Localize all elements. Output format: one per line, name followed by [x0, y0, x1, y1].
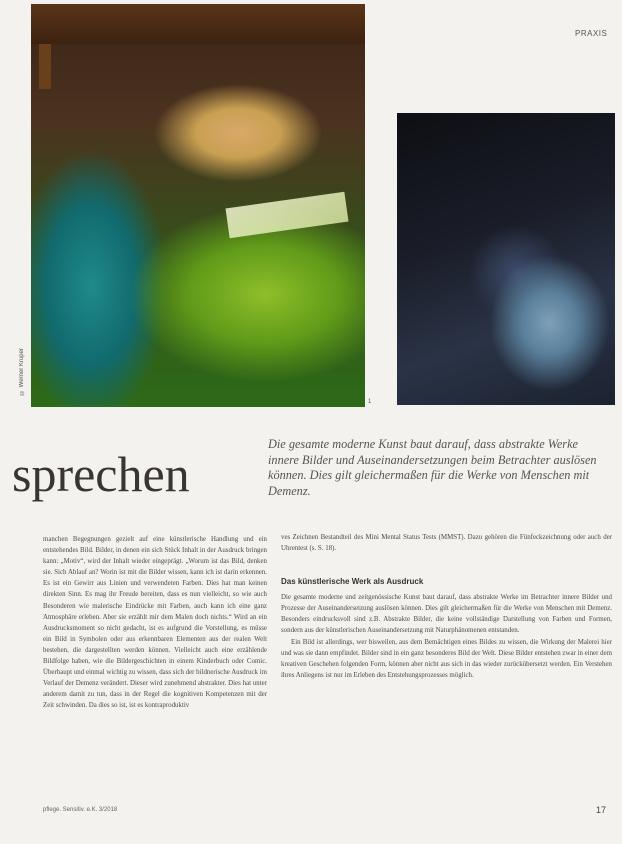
photo-abstract-painting [397, 113, 615, 405]
subheading: Das künstlerische Werk als Ausdruck [281, 577, 424, 587]
article-column-left [43, 534, 267, 712]
body-paragraph: manchen Begegnungen gezielt auf eine künstlerische Handlung und ein entstehendes Bild. Bilder, in denen ein sich Stück Inhalt in der Ausdruck bringen kann: „Motiv“, wird der Inhalt wieder eingeprägt. „Worum ist das Bild, denken sie. Sich Ablauf an? Worin ist mit die Bilder wissen, kann ich ist darin erkennen. Es ist ein Gewirr aus Linien und verwendeten Farben. Dies hat man keinen direkten Sinn. Es mag ihr Freude bereiten, dass es nun vielleicht, so wie auch Besonderen wie malerische Eindrücke mit Farben, auch kann ich eine ganz Atmosphäre erleben. Aber sie erzählt mir dem Malen doch nichts.“ Wird an ein Ausdrucksmoment so nicht gedacht, ist es aufgrund die Vorstellung, es müsse ein Bild in Symbolen oder aus erkennbaren Elementen aus der realen Welt bestehen, die dargestellten werden können. Vielleicht auch eine erzählende Bildfolge haben, wie die Bildergeschichten in einem Kinderbuch oder Comic. Überhaupt und einmal wichtig zu wissen, dass sich der bildnerische Ausdruck im Verlauf der Demenz verändert. Dieser wird zunehmend abstrakter. Dies hat unter anderem damit zu tun, dass in der Regel die kognitiven Kompetenzen mit der Zeit schwinden. Da dies so ist, ist es kontraproduktiv [43, 536, 267, 710]
photo-paper-sheet [225, 192, 348, 238]
body-paragraph: Ein Bild ist allerdings, wer bisweilen, aus dem Bemächtigen eines Bildes zu wissen, die Wirkung der Malerei hier und was sie dann empfindet. Bilder sind in ein ganz besonderes Bild der Welt. Diese Bilder entstehen zwar in einer dem kreativen Geschehen folgenden Form, können aber nicht aus sich in das wieder zurückübersetzt werden. Ein Verstehen ihres Anliegens ist nur im Erleben des Entstehungsprozesses möglich. [281, 638, 612, 679]
photo-caption-marker: 1 [368, 399, 372, 405]
body-paragraph: Die gesamte moderne und zeitgenössische Kunst baut darauf, dass abstrakte Werke im Betrachter innere Bilder und Prozesse der Auseinandersetzung auslösen können. Dies gilt gleichermaßen für die Werke von Menschen mit Demenz. Besonders eindrucksvoll sind z.B. Abstrakte Bilder, die keine vollständige Darstellung von Farben und Formen, sondern aus der künstlerischen Auseinandersetzung mit Naturphänomenen entstanden. [281, 594, 612, 635]
page-number: 17 [596, 805, 607, 815]
photo-background-shelf [31, 4, 365, 44]
section-label: PRAXIS [575, 29, 608, 38]
article-lead: Die gesamte moderne Kunst baut darauf, dass abstrakte Werke innere Bilder und Auseinandersetzungen beim Betrachter auslösen können. Dies gilt gleichermaßen für die Werke von Menschen mit Demenz. [268, 437, 597, 498]
article-headline: sprechen [12, 446, 190, 502]
photo-hands-painting [31, 4, 365, 407]
photo-credit: © Werner Krüper [19, 348, 25, 395]
body-paragraph: ves Zeichnen Bestandteil des Mini Mental Status Tests (MMST). Dazu gehören die Fünfeckzeichnung oder auch der Uhrentest (s. S. 18). [281, 534, 612, 553]
article-column-right [281, 532, 612, 681]
photo-brush-holder [39, 44, 51, 89]
footer-source: pflege. Sensitiv. e.K. 3/2018 [43, 807, 118, 813]
